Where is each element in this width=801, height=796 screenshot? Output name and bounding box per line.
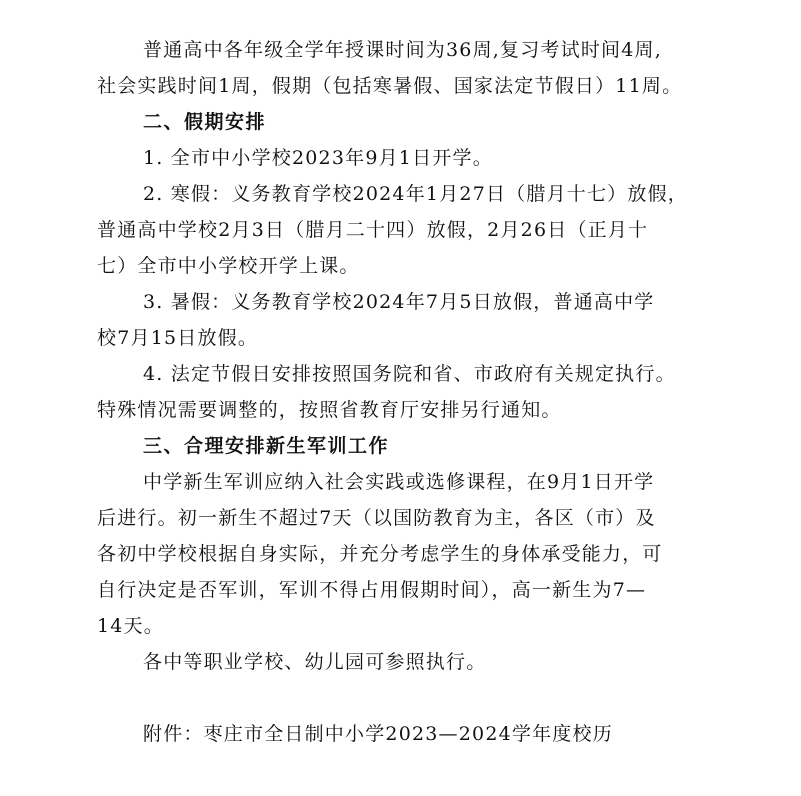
paragraph-line: 1. 全市中小学校2023年9月1日开学。 xyxy=(143,147,493,169)
paragraph-line: 各初中学校根据自身实际，并充分考虑学生的身体承受能力，可 xyxy=(97,543,663,565)
paragraph-line: 中学新生军训应纳入社会实践或选修课程，在9月1日开学 xyxy=(143,471,655,493)
blank-line xyxy=(97,680,741,716)
section-heading: 三、合理安排新生军训工作 xyxy=(143,435,390,457)
paragraph-line: 3. 暑假：义务教育学校2024年7月5日放假，普通高中学 xyxy=(143,291,655,313)
paragraph-line: 特殊情况需要调整的，按照省教育厅安排另行通知。 xyxy=(97,399,562,421)
paragraph-line: 4. 法定节假日安排按照国务院和省、市政府有关规定执行。 xyxy=(143,363,676,385)
paragraph-line: 各中等职业学校、幼儿园可参照执行。 xyxy=(143,651,487,673)
attachment-line: 附件：枣庄市全日制中小学2023—2024学年度校历 xyxy=(143,723,613,745)
paragraph-line: 后进行。初一新生不超过7天（以国防教育为主，各区（市）及 xyxy=(97,507,656,529)
paragraph-line: 普通高中学校2月3日（腊月二十四）放假，2月26日（正月十 xyxy=(97,219,649,241)
paragraph-line: 校7月15日放假。 xyxy=(97,327,259,349)
paragraph-line: 14天。 xyxy=(97,615,164,637)
paragraph-line: 普通高中各年级全学年授课时间为36周,复习考试时间4周, xyxy=(143,39,662,61)
paragraph-line: 自行决定是否军训，军训不得占用假期时间），高一新生为7— xyxy=(97,579,647,601)
paragraph-line: 2. 寒假：义务教育学校2024年1月27日（腊月十七）放假， xyxy=(143,183,688,205)
paragraph-line: 七）全市中小学校开学上课。 xyxy=(97,255,360,277)
section-heading: 二、假期安排 xyxy=(143,111,267,133)
paragraph-line: 社会实践时间1周，假期（包括寒暑假、国家法定节假日）11周。 xyxy=(97,75,683,97)
